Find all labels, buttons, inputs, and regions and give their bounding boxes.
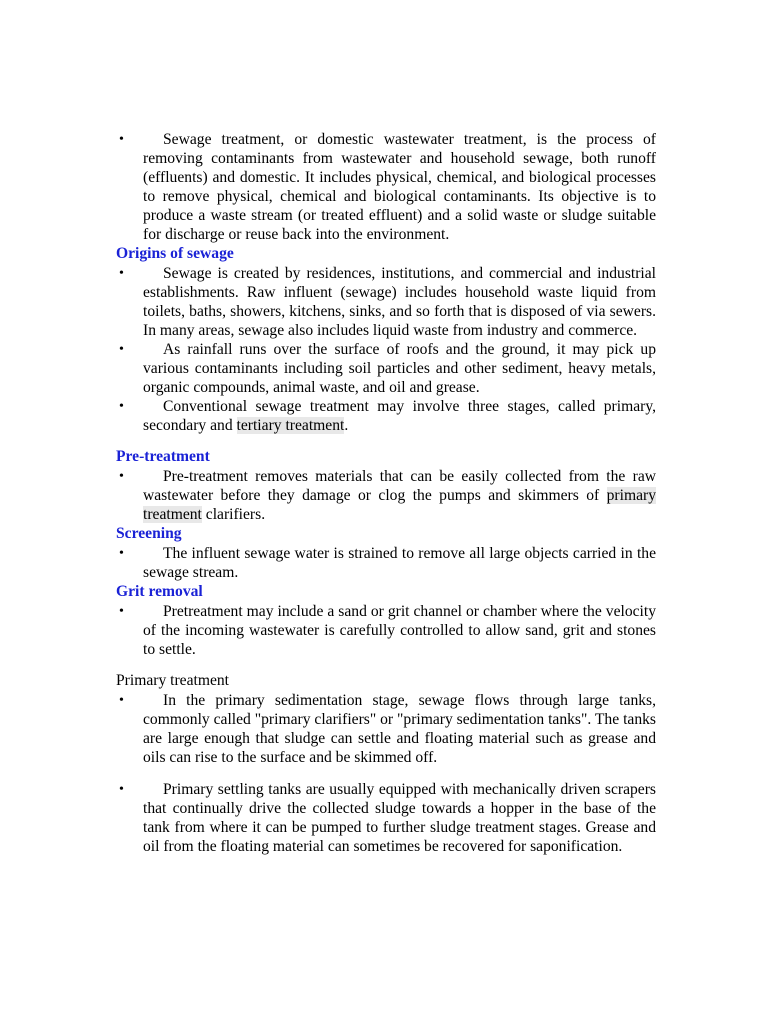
intro-text: Sewage treatment, or domestic wastewater treatment, is the process of removing contaminants from wastewater and household sewage, both runoff (effluents) and domestic. It includes physical, chemical, and biological processes to remove physical, chemical and biological contaminants. Its objective is to produce a waste stream (or treated effluent) and a solid waste or sludge suitable for discharge or reuse back into the environment. [143, 131, 656, 243]
heading-primary-treatment: Primary treatment [116, 672, 230, 689]
pretreatment-list [116, 467, 656, 524]
list-item [116, 340, 656, 397]
origins-text-2: As rainfall runs over the surface of roofs and the ground, it may pick up various contaminants including soil particles and other sediment, heavy metals, organic compounds, animal waste, and oil and grease. [143, 341, 656, 396]
heading-pretreatment: Pre-treatment [116, 448, 210, 465]
document-body [116, 130, 656, 856]
heading-origins: Origins of sewage [116, 245, 234, 262]
grit-list [116, 602, 656, 659]
list-item [116, 264, 656, 340]
pretreatment-text: Pre-treatment removes materials that can be easily collected from the raw wastewater before they damage or clog the pumps and skimmers of [143, 468, 656, 504]
list-item [116, 130, 656, 244]
list-item [116, 691, 656, 767]
spacer [116, 435, 656, 447]
grit-text: Pretreatment may include a sand or grit channel or chamber where the velocity of the incoming wastewater is carefully controlled to allow sand, grit and stones to settle. [143, 603, 656, 658]
origins-text-3: Conventional sewage treatment may involve three stages, called primary, secondary and [143, 398, 656, 434]
list-item [116, 467, 656, 524]
list-item [116, 780, 656, 856]
pretreatment-text-end: clarifiers. [201, 506, 266, 523]
list-item [116, 602, 656, 659]
heading-grit-removal: Grit removal [116, 583, 203, 600]
primary-text-2: Primary settling tanks are usually equipped with mechanically driven scrapers that continually drive the collected sludge towards a hopper in the base of the tank from where it can be pumped to further sludge treatment stages. Grease and oil from the floating material can sometimes be recovered for saponification. [143, 781, 656, 855]
list-item [116, 397, 656, 435]
intro-list [116, 130, 656, 244]
primary-text-1: In the primary sedimentation stage, sewage flows through large tanks, commonly called "primary clarifiers" or "primary sedimentation tanks". The tanks are large enough that sludge can settle and floating material such as grease and oils can rise to the surface and be skimmed off. [143, 692, 656, 766]
primary-treatment-link[interactable]: primary treatment [143, 487, 656, 523]
screening-list [116, 544, 656, 582]
heading-screening: Screening [116, 525, 182, 542]
origins-text-3-end: . [344, 417, 349, 434]
origins-text-1: Sewage is created by residences, institutions, and commercial and industrial establishments. Raw influent (sewage) includes household waste liquid from toilets, baths, showers, kitchens, sinks, and so forth that is disposed of via sewers. In many areas, sewage also includes liquid waste from industry and commerce. [143, 265, 656, 339]
origins-list [116, 264, 656, 435]
primary-list [116, 691, 656, 767]
tertiary-treatment-link[interactable]: tertiary treatment [236, 417, 345, 434]
spacer [116, 659, 656, 671]
screening-text: The influent sewage water is strained to remove all large objects carried in the sewage stream. [143, 545, 656, 581]
primary-list-2 [116, 780, 656, 856]
spacer [116, 767, 656, 780]
list-item [116, 544, 656, 582]
